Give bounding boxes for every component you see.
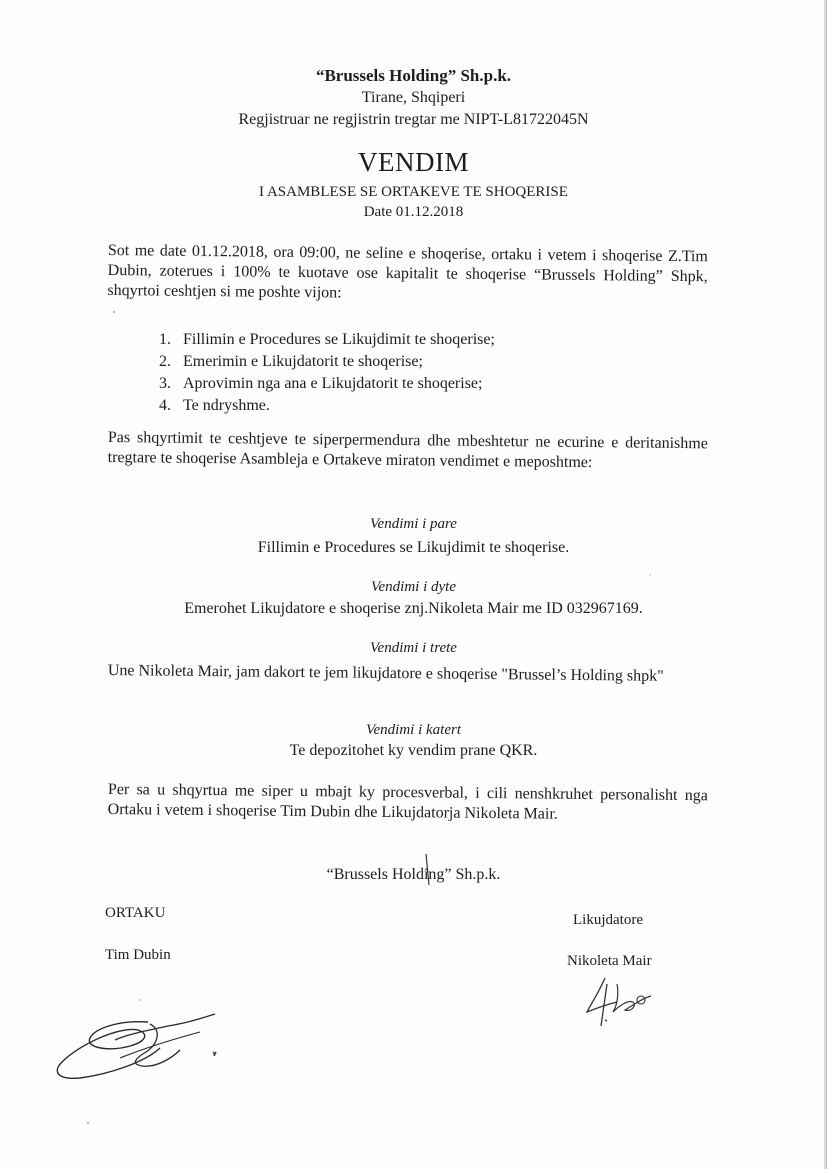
decision-title: Vendimi i trete: [370, 640, 457, 656]
document-date: Date 01.12.2018: [363, 204, 464, 220]
agenda-number: 3.: [159, 375, 171, 392]
decision-title: Vendimi i pare: [370, 516, 457, 532]
approval-paragraph: Pas shqyrtimit te ceshtjeve te siperpermendura dhe mbeshtetur ne ecurine e deritanishme tregtare te shoqerise Asambleja e Ortakeve miraton vendimet e meposhtme:: [107, 428, 708, 472]
document-title: VENDIM: [358, 147, 469, 177]
decision-title: Vendimi i katert: [366, 722, 461, 738]
intro-paragraph: Sot me date 01.12.2018, ora 09:00, ne seline e shoqerise, ortaku i vetem i shoqerise Z.Tim Dubin, zoterues i 100% te kuotave ose kapitalit te shoqerise “Brussels Holding” Shpk, shqyrtoi ceshtjen si me poshte vijon:: [107, 241, 708, 302]
agenda-number: 4.: [159, 397, 171, 414]
agenda-text: Te ndryshme.: [183, 397, 270, 414]
liquidator-name: Nikoleta Mair: [567, 953, 652, 969]
header-city: Tirane, Shqiperi: [361, 89, 466, 106]
partner-name: Tim Dubin: [105, 947, 171, 963]
liquidator-role: Likujdatore: [573, 912, 643, 928]
decision-text: Fillimin e Procedures se Likujdimit te shoqerise.: [257, 539, 570, 556]
decision-title: Vendimi i dyte: [371, 579, 456, 595]
document-subtitle: I ASAMBLESE SE ORTAKEVE TE SHOQERISE: [259, 184, 568, 200]
agenda-number: 1.: [159, 331, 171, 348]
decision-text: Emerohet Likujdatore e shoqerise znj.Nikoleta Mair me ID 032967169.: [184, 600, 643, 617]
agenda-text: Fillimin e Procedures se Likujdimit te shoqerise;: [183, 331, 495, 348]
header-registry: Regjistruar ne regjistrin tregtar me NIPT-L81722045N: [238, 111, 589, 128]
decision-text: Une Nikoleta Mair, jam dakort te jem likujdatore e shoqerise "Brussel’s Holding shpk": [107, 661, 664, 685]
partner-role: ORTAKU: [105, 905, 166, 921]
decision-text: Te depozitohet ky vendim prane QKR.: [289, 742, 538, 759]
header-company-name: “Brussels Holding” Sh.p.k.: [315, 66, 512, 85]
agenda-text: Aprovimin nga ana e Likujdatorit te shoqerise;: [183, 375, 483, 392]
closing-paragraph: Per sa u shqyrtua me siper u mbajt ky procesverbal, i cili nenshkruhet personalisht nga Ortaku i vetem i shoqerise Tim Dubin dhe Likujdatorja Nikoleta Mair.: [107, 780, 708, 823]
agenda-text: Emerimin e Likujdatorit te shoqerise;: [183, 353, 423, 370]
footer-company-name: “Brussels Holding” Sh.p.k.: [326, 866, 501, 883]
agenda-number: 2.: [159, 353, 171, 370]
